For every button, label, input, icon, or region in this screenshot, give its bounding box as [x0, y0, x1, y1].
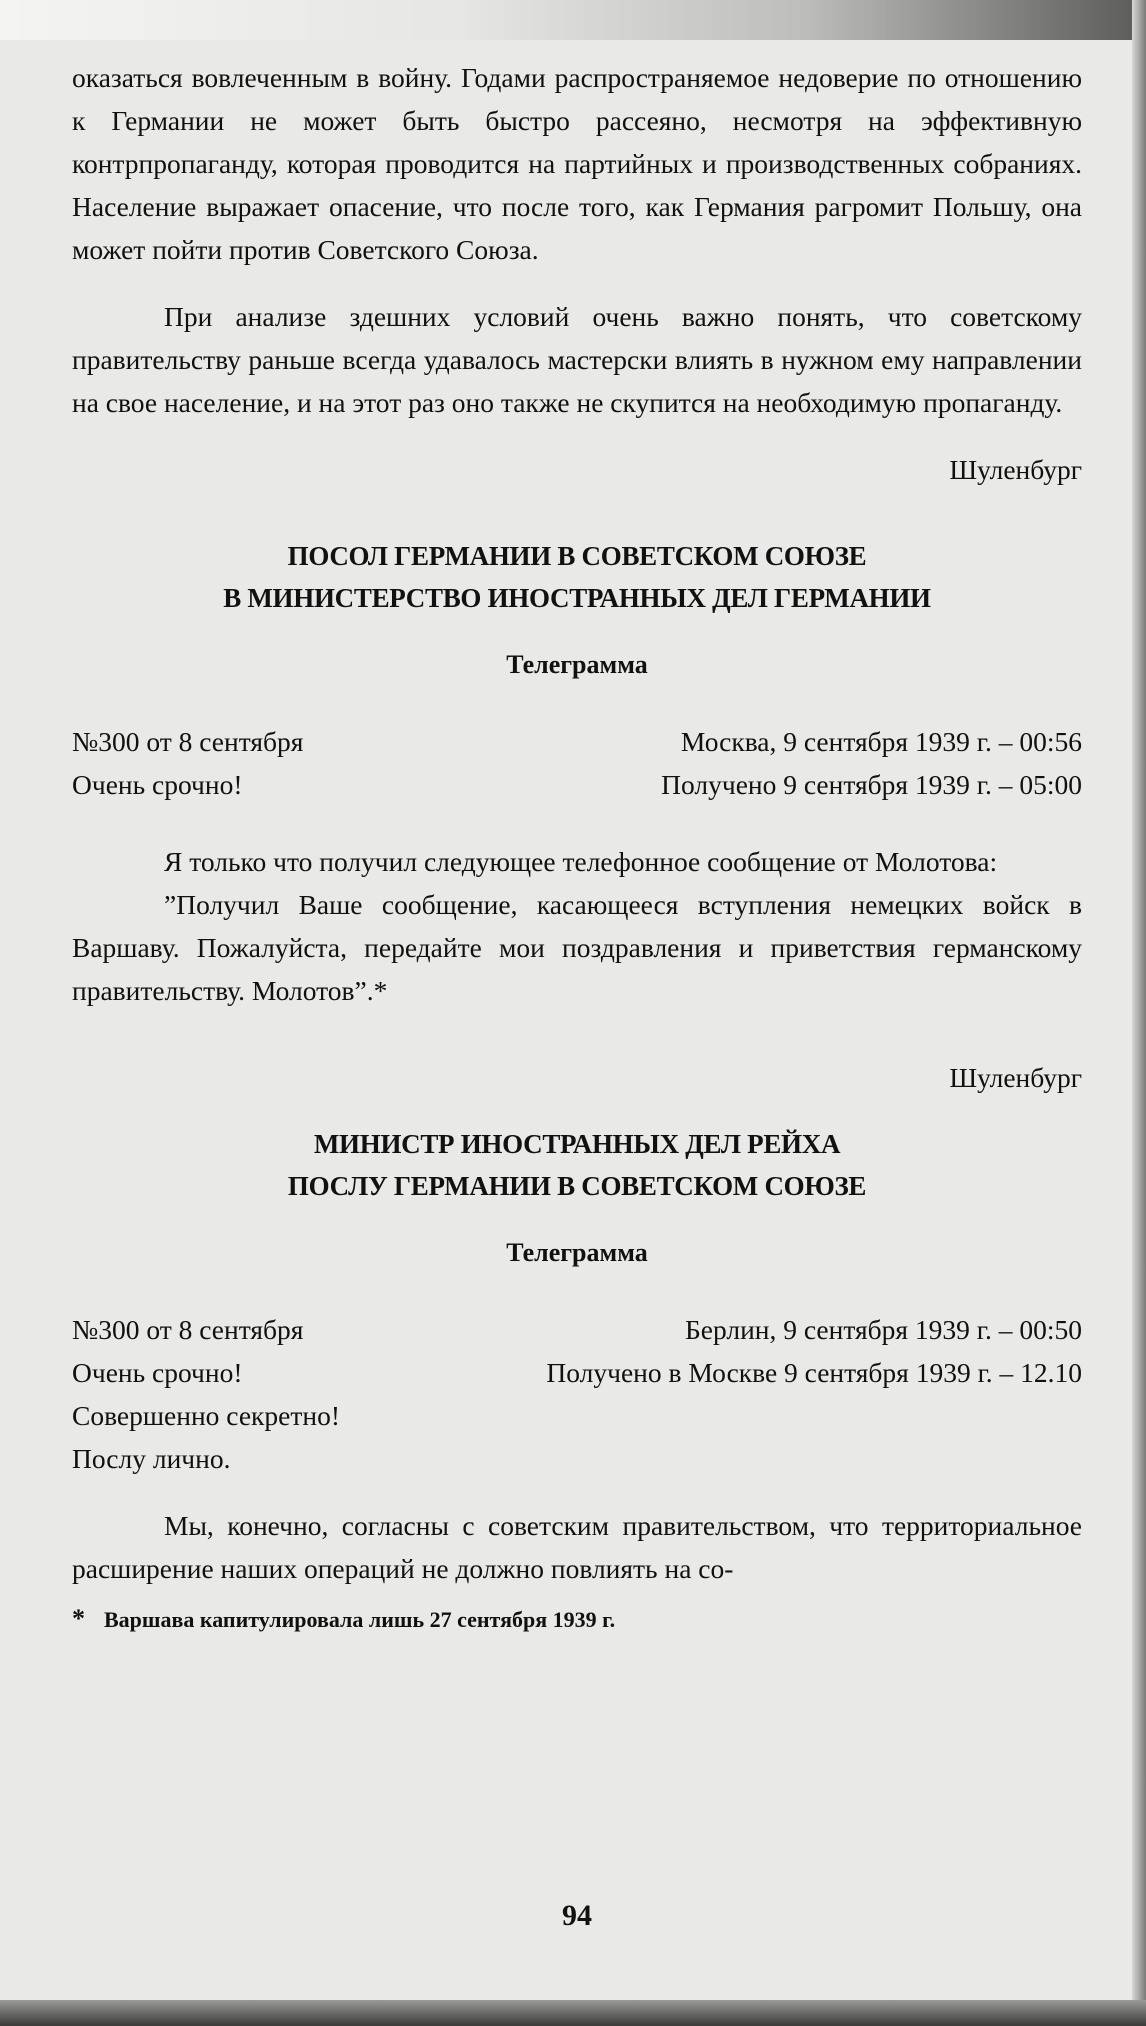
footnote-marker: * [72, 1604, 85, 1633]
sent-info: Берлин, 9 сентября 1939 г. – 00:50 [684, 1314, 1082, 1345]
secrecy-label: Совершенно секретно! [72, 1400, 341, 1431]
meta-row [72, 1351, 1082, 1394]
quote-paragraph: ”Получил Ваше сообщение, касающееся вступления немецких войск в Варшаву. Пожалуйста, передайте мои поздравления и приветствия германскому правительству. Молотов”.* [72, 889, 1082, 1006]
scan-edge-top [0, 0, 1146, 40]
scan-edge-right [1132, 0, 1146, 2026]
urgency-label: Очень срочно! [72, 1357, 243, 1388]
footnote [72, 1602, 1082, 1637]
signature: Шуленбург [949, 1062, 1082, 1093]
paragraph: Мы, конечно, согласны с советским правительством, что территориальное расширение наших операций не должно повлиять на со- [72, 1510, 1082, 1584]
scan-edge-bottom [0, 2000, 1146, 2026]
personal-label: Послу лично. [72, 1443, 231, 1474]
document-heading-1 [72, 535, 1082, 619]
document-type: Телеграмма [506, 1238, 648, 1267]
sent-info: Москва, 9 сентября 1939 г. – 00:56 [680, 726, 1082, 757]
meta-row [72, 763, 1082, 806]
paragraph: оказаться вовлеченным в войну. Годами распространяемое недоверие по отношению к Германии не может быть быстро рассеяно, несмотря на эффективную контрпропаганду, которая проводится на партийных и производственных собраниях. Население выражает опасение, что после того, как Германия рагромит Польшу, она может пойти против Советского Союза. [72, 62, 1082, 265]
urgency-label: Очень срочно! [72, 769, 243, 800]
document-type: Телеграмма [506, 650, 648, 679]
received-info: Получено 9 сентября 1939 г. – 05:00 [661, 769, 1082, 800]
heading-line: ПОСЛУ ГЕРМАНИИ В СОВЕТСКОМ СОЮЗЕ [287, 1171, 867, 1201]
telegram-meta-1 [72, 720, 1082, 806]
footnote-text: Варшава капитулировала лишь 27 сентября 1939 г. [104, 1607, 616, 1632]
paragraph: Я только что получил следующее телефонное сообщение от Молотова: [164, 846, 998, 877]
meta-row [72, 1308, 1082, 1351]
paragraph: При анализе здешних условий очень важно понять, что советскому правительству раньше всегда удавалось мастерски влиять в нужном ему направлении на свое население, и на этот раз оно также не скупится на необходимую пропаганду. [72, 301, 1082, 418]
telegram-meta-2 [72, 1308, 1082, 1480]
document-heading-2 [72, 1123, 1082, 1207]
telegram-number: №300 от 8 сентября [72, 1314, 304, 1345]
signature: Шуленбург [949, 454, 1082, 485]
heading-line: МИНИСТР ИНОСТРАННЫХ ДЕЛ РЕЙХА [313, 1129, 841, 1159]
heading-line: В МИНИСТЕРСТВО ИНОСТРАННЫХ ДЕЛ ГЕРМАНИИ [223, 583, 931, 613]
page-number: 94 [562, 1899, 592, 1932]
meta-row [72, 720, 1082, 763]
heading-line: ПОСОЛ ГЕРМАНИИ В СОВЕТСКОМ СОЮЗЕ [287, 541, 867, 571]
telegram-number: №300 от 8 сентября [72, 726, 304, 757]
received-info: Получено в Москве 9 сентября 1939 г. – 12.10 [546, 1357, 1082, 1388]
book-page [72, 56, 1082, 1996]
